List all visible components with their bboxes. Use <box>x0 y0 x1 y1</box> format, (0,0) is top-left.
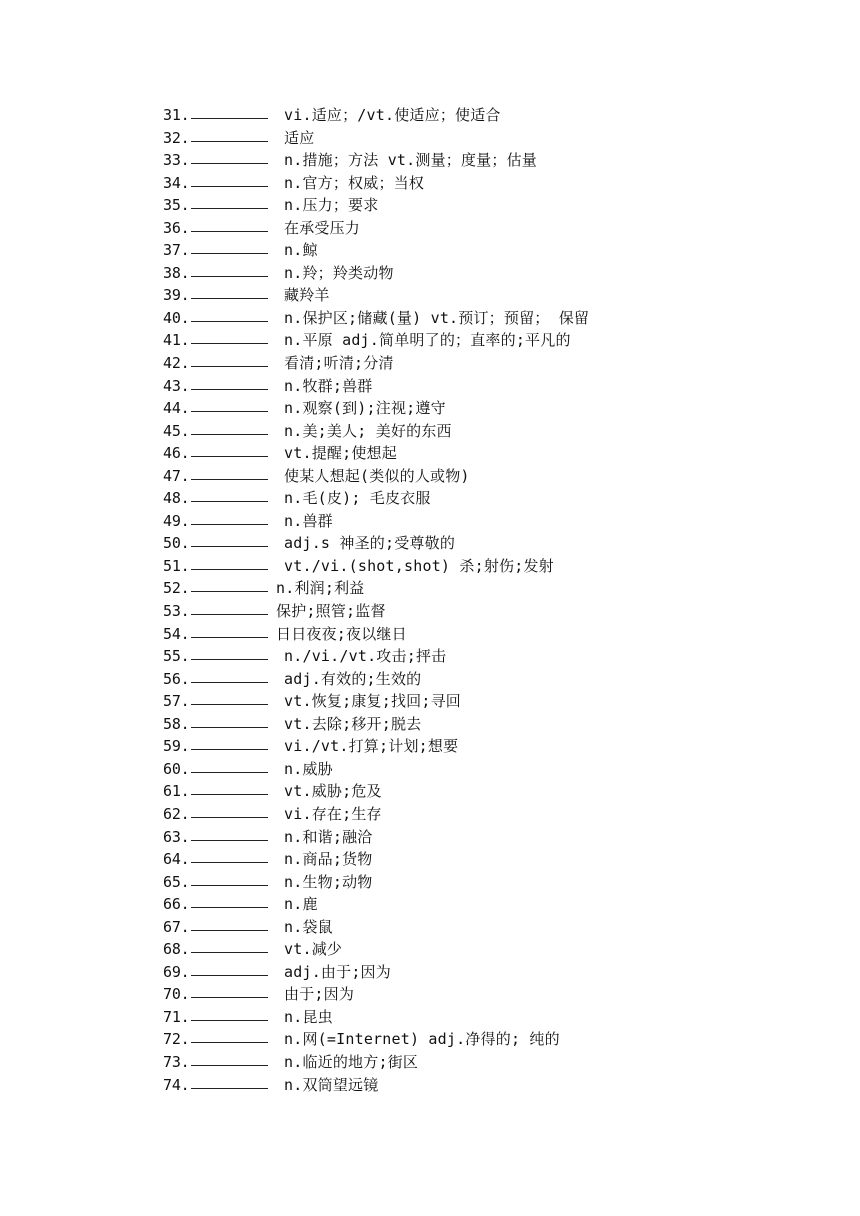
item-definition: 日日夜夜;夜以继日 <box>276 624 407 643</box>
answer-blank[interactable] <box>191 104 268 119</box>
item-definition: n.商品;货物 <box>284 850 373 869</box>
item-definition: adj.s 神圣的;受尊敬的 <box>284 534 456 553</box>
answer-blank[interactable] <box>191 510 268 525</box>
item-number: 53. <box>163 602 190 621</box>
item-definition: 保护;照管;监督 <box>276 602 386 621</box>
item-number: 57. <box>163 692 190 711</box>
answer-blank[interactable] <box>191 1051 268 1066</box>
list-item <box>163 871 589 894</box>
answer-blank[interactable] <box>191 645 268 660</box>
item-number: 39. <box>163 286 190 305</box>
item-number: 73. <box>163 1052 190 1071</box>
item-number: 45. <box>163 421 190 440</box>
item-definition: n.观察(到);注视;遵守 <box>284 399 446 418</box>
item-number: 64. <box>163 850 190 869</box>
answer-blank[interactable] <box>191 532 268 547</box>
answer-blank[interactable] <box>191 239 268 254</box>
item-number: 55. <box>163 647 190 666</box>
answer-blank[interactable] <box>191 262 268 277</box>
list-item <box>163 420 589 443</box>
answer-blank[interactable] <box>191 983 268 998</box>
item-number: 59. <box>163 737 190 756</box>
answer-blank[interactable] <box>191 1028 268 1043</box>
answer-blank[interactable] <box>191 780 268 795</box>
list-item <box>163 239 589 262</box>
answer-blank[interactable] <box>191 329 268 344</box>
answer-blank[interactable] <box>191 420 268 435</box>
item-number: 72. <box>163 1030 190 1049</box>
item-definition: n.保护区;储藏(量) vt.预订；预留； 保留 <box>284 308 590 327</box>
answer-blank[interactable] <box>191 397 268 412</box>
item-number: 65. <box>163 872 190 891</box>
vocabulary-list <box>163 104 589 1096</box>
item-number: 68. <box>163 940 190 959</box>
item-definition: n.压力；要求 <box>284 196 379 215</box>
list-item <box>163 713 589 736</box>
answer-blank[interactable] <box>191 194 268 209</box>
answer-blank[interactable] <box>191 352 268 367</box>
item-number: 38. <box>163 263 190 282</box>
list-item <box>163 329 589 352</box>
list-item <box>163 487 589 510</box>
list-item <box>163 555 589 578</box>
answer-blank[interactable] <box>191 938 268 953</box>
item-definition: n.平原 adj.简单明了的；直率的;平凡的 <box>284 331 571 350</box>
item-definition: n.生物;动物 <box>284 872 373 891</box>
item-definition: vt.去除;移开;脱去 <box>284 714 422 733</box>
item-definition: adj.由于;因为 <box>284 962 391 981</box>
item-number: 51. <box>163 556 190 575</box>
list-item <box>163 352 589 375</box>
item-definition: vt.威胁;危及 <box>284 782 382 801</box>
answer-blank[interactable] <box>191 127 268 142</box>
list-item <box>163 893 589 916</box>
item-definition: n.美;美人; 美好的东西 <box>284 421 452 440</box>
answer-blank[interactable] <box>191 690 268 705</box>
item-number: 32. <box>163 128 190 147</box>
item-number: 54. <box>163 624 190 643</box>
list-item <box>163 735 589 758</box>
item-number: 36. <box>163 218 190 237</box>
item-number: 61. <box>163 782 190 801</box>
list-item <box>163 104 589 127</box>
list-item <box>163 284 589 307</box>
list-item <box>163 172 589 195</box>
answer-blank[interactable] <box>191 465 268 480</box>
list-item <box>163 645 589 668</box>
item-definition: n.羚；羚类动物 <box>284 263 394 282</box>
item-number: 41. <box>163 331 190 350</box>
list-item <box>163 983 589 1006</box>
item-definition: 使某人想起(类似的人或物) <box>284 466 470 485</box>
item-number: 60. <box>163 759 190 778</box>
item-number: 58. <box>163 714 190 733</box>
item-number: 47. <box>163 466 190 485</box>
item-definition: vt./vi.(shot,shot) 杀;射伤;发射 <box>284 556 554 575</box>
list-item <box>163 127 589 150</box>
item-number: 52. <box>163 579 190 598</box>
item-number: 31. <box>163 106 190 124</box>
item-definition: vi./vt.打算;计划;想要 <box>284 737 459 756</box>
answer-blank[interactable] <box>191 893 268 908</box>
answer-blank[interactable] <box>191 758 268 773</box>
answer-blank[interactable] <box>191 735 268 750</box>
item-number: 35. <box>163 196 190 215</box>
item-definition: 看清;听清;分清 <box>284 354 394 373</box>
item-number: 49. <box>163 511 190 530</box>
answer-blank[interactable] <box>191 848 268 863</box>
answer-blank[interactable] <box>191 961 268 976</box>
list-item <box>163 1051 589 1074</box>
item-number: 43. <box>163 376 190 395</box>
answer-blank[interactable] <box>191 713 268 728</box>
answer-blank[interactable] <box>191 149 268 164</box>
answer-blank[interactable] <box>191 577 268 592</box>
list-item <box>163 600 589 623</box>
answer-blank[interactable] <box>191 600 268 615</box>
item-definition: n./vi./vt.攻击;抨击 <box>284 647 447 666</box>
item-definition: n.牧群;兽群 <box>284 376 373 395</box>
list-item <box>163 938 589 961</box>
answer-blank[interactable] <box>191 916 268 931</box>
list-item <box>163 577 589 600</box>
item-definition: vi.存在;生存 <box>284 804 382 823</box>
list-item <box>163 465 589 488</box>
item-definition: n.威胁 <box>284 759 333 778</box>
item-definition: n.双筒望远镜 <box>284 1075 379 1094</box>
item-definition: n.毛(皮); 毛皮衣服 <box>284 489 431 508</box>
list-item <box>163 780 589 803</box>
list-item <box>163 510 589 533</box>
item-definition: n.和谐;融洽 <box>284 827 373 846</box>
answer-blank[interactable] <box>191 1006 268 1021</box>
list-item <box>163 916 589 939</box>
list-item <box>163 690 589 713</box>
answer-blank[interactable] <box>191 217 268 232</box>
list-item <box>163 217 589 240</box>
answer-blank[interactable] <box>191 1074 268 1089</box>
item-definition: 由于;因为 <box>284 985 355 1004</box>
answer-blank[interactable] <box>191 555 268 570</box>
item-number: 33. <box>163 151 190 170</box>
item-number: 42. <box>163 354 190 373</box>
list-item <box>163 397 589 420</box>
item-number: 44. <box>163 399 190 418</box>
item-number: 50. <box>163 534 190 553</box>
item-definition: vi.适应；/vt.使适应；使适合 <box>284 106 501 124</box>
list-item <box>163 1006 589 1029</box>
answer-blank[interactable] <box>191 442 268 457</box>
item-number: 46. <box>163 444 190 463</box>
item-definition: 在承受压力 <box>284 218 361 237</box>
list-item <box>163 262 589 285</box>
item-definition: n.兽群 <box>284 511 333 530</box>
item-number: 66. <box>163 895 190 914</box>
list-item <box>163 532 589 555</box>
answer-blank[interactable] <box>191 172 268 187</box>
item-number: 56. <box>163 669 190 688</box>
item-definition: adj.有效的;生效的 <box>284 669 422 688</box>
list-item <box>163 375 589 398</box>
item-number: 62. <box>163 804 190 823</box>
answer-blank[interactable] <box>191 623 268 638</box>
list-item <box>163 848 589 871</box>
list-item <box>163 758 589 781</box>
item-definition: n.袋鼠 <box>284 917 333 936</box>
item-definition: n.昆虫 <box>284 1007 333 1026</box>
item-number: 48. <box>163 489 190 508</box>
item-number: 69. <box>163 962 190 981</box>
item-definition: n.鹿 <box>284 895 318 914</box>
item-number: 63. <box>163 827 190 846</box>
list-item <box>163 961 589 984</box>
item-number: 67. <box>163 917 190 936</box>
item-definition: n.鲸 <box>284 241 318 260</box>
list-item <box>163 668 589 691</box>
item-definition: vt.提醒;使想起 <box>284 444 397 463</box>
item-definition: 适应 <box>284 128 315 147</box>
item-definition: vt.恢复;康复;找回;寻回 <box>284 692 461 711</box>
item-definition: n.措施；方法 vt.测量；度量；估量 <box>284 151 537 170</box>
answer-blank[interactable] <box>191 668 268 683</box>
answer-blank[interactable] <box>191 826 268 841</box>
item-number: 74. <box>163 1075 190 1094</box>
list-item <box>163 307 589 330</box>
item-definition: vt.减少 <box>284 940 343 959</box>
answer-blank[interactable] <box>191 871 268 886</box>
item-number: 71. <box>163 1007 190 1026</box>
list-item <box>163 442 589 465</box>
list-item <box>163 1074 589 1097</box>
item-number: 40. <box>163 308 190 327</box>
item-definition: n.官方；权威；当权 <box>284 173 425 192</box>
answer-blank[interactable] <box>191 284 268 299</box>
list-item <box>163 149 589 172</box>
list-item <box>163 826 589 849</box>
item-number: 70. <box>163 985 190 1004</box>
item-definition: 藏羚羊 <box>284 286 330 305</box>
answer-blank[interactable] <box>191 375 268 390</box>
item-definition: n.网(=Internet) adj.净得的; 纯的 <box>284 1030 560 1049</box>
answer-blank[interactable] <box>191 803 268 818</box>
item-number: 34. <box>163 173 190 192</box>
list-item <box>163 1028 589 1051</box>
list-item <box>163 803 589 826</box>
list-item <box>163 623 589 646</box>
item-definition: n.临近的地方;街区 <box>284 1052 419 1071</box>
item-definition: n.利润;利益 <box>276 579 365 598</box>
answer-blank[interactable] <box>191 307 268 322</box>
list-item <box>163 194 589 217</box>
item-number: 37. <box>163 241 190 260</box>
answer-blank[interactable] <box>191 487 268 502</box>
